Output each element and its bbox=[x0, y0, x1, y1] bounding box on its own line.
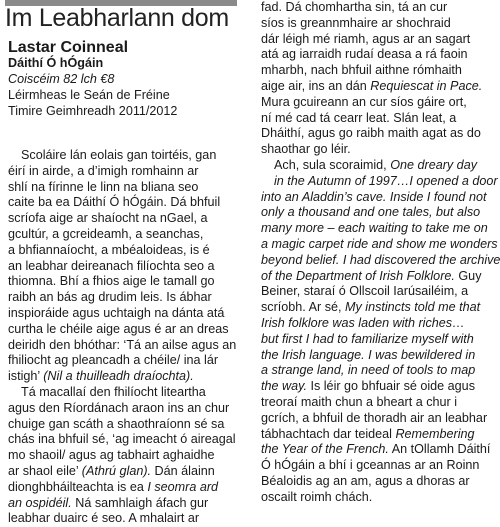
line-text: Ach, sula scoraimid, bbox=[274, 157, 391, 172]
line-text: an leabhar deireanach filíochta seo a bbox=[8, 258, 215, 273]
line-text: chás ina bhfuil sé, ‘ag imeacht ó aireagal bbox=[8, 432, 236, 447]
line-text: éirí in airde, a d’imigh romhainn ar bbox=[8, 163, 199, 178]
line-text: gcrích, a bhfuil de thoradh air an leabhar bbox=[261, 410, 488, 425]
text-line bbox=[8, 496, 243, 512]
text-line bbox=[261, 190, 496, 206]
line-text: shaothar go léir. bbox=[261, 142, 351, 157]
line-text: tábhachtach dar teideal bbox=[261, 426, 396, 441]
text-line bbox=[261, 490, 496, 506]
line-text: istigh’ bbox=[8, 369, 44, 384]
line-text: Ná samhlaigh áfach gur bbox=[71, 495, 209, 510]
text-line bbox=[8, 464, 243, 480]
line-text: atá ag iarraidh rudaí deasa a rá faoin bbox=[261, 47, 468, 62]
italic-text: Requiescat in Pace. bbox=[370, 78, 483, 93]
text-line bbox=[8, 306, 243, 322]
italic-text: a magic carpet ride and show me wonders bbox=[261, 236, 498, 251]
italic-text: the way. bbox=[261, 379, 307, 394]
text-line bbox=[261, 16, 496, 32]
italic-text: of the Department of Irish Folklore. bbox=[261, 268, 455, 283]
line-text: agus den Ríordánach araon ins an chur bbox=[8, 400, 230, 415]
review-text-right-column bbox=[261, 0, 500, 506]
italic-text: a strange land, in need of tools to map bbox=[261, 363, 476, 378]
text-line bbox=[261, 158, 496, 174]
text-line bbox=[261, 63, 496, 79]
text-line bbox=[261, 0, 496, 16]
text-line bbox=[8, 338, 243, 354]
text-line bbox=[261, 474, 496, 490]
line-text: thiomna. Bhí a fhios aige le tamall go bbox=[8, 274, 215, 289]
line-text: Dháithí, agus go raibh maith agat as do bbox=[261, 126, 481, 141]
text-line bbox=[8, 180, 243, 196]
italic-text: into an Aladdin’s cave. Inside I found not bbox=[261, 189, 487, 204]
text-line bbox=[261, 395, 496, 411]
text-line bbox=[261, 32, 496, 48]
text-line bbox=[8, 353, 243, 369]
text-line bbox=[8, 290, 243, 306]
text-line bbox=[8, 417, 243, 433]
text-line bbox=[8, 401, 243, 417]
line-text: chuige gan scáth a shaothraíonn sé sa bbox=[8, 416, 225, 431]
line-text: caite ba ea Dáithí Ó hÓgáin. Dá bhfuil bbox=[8, 195, 221, 210]
line-text: Tá macallaí den fhilíocht liteartha bbox=[21, 384, 206, 399]
line-text: Guy bbox=[454, 268, 482, 283]
text-line bbox=[8, 448, 243, 464]
line-text: Scoláire lán eolais gan toirtéis, gan bbox=[21, 148, 217, 162]
line-text: fhiliocht ag pleancadh a chéile/ ina lár bbox=[8, 353, 219, 368]
text-line bbox=[8, 274, 243, 290]
review-text-left-column bbox=[8, 148, 243, 527]
line-text: ar shaol eile’ bbox=[8, 463, 82, 478]
text-line bbox=[8, 164, 243, 180]
text-line bbox=[261, 300, 496, 316]
line-text: An tOllamh Dáithí bbox=[388, 442, 491, 457]
text-line bbox=[8, 511, 243, 527]
line-text: Ó hÓgáin a bhí i gceannas ar an Roinn bbox=[261, 458, 480, 473]
italic-text: but first I had to familiarize myself with bbox=[261, 331, 474, 346]
text-line bbox=[261, 237, 496, 253]
book-details bbox=[8, 39, 240, 119]
line-text: leabhar duairc é seo. A mhalairt ar bbox=[8, 511, 200, 526]
text-line bbox=[261, 316, 496, 332]
italic-text: beyond belief. I had discovered the archive bbox=[261, 252, 500, 267]
book-title: Lastar Coinneal bbox=[8, 39, 129, 56]
text-line bbox=[261, 269, 496, 285]
line-text: a bhfiannaíocht, a mbéaloideas, is é bbox=[8, 242, 210, 257]
italic-text: I seomra ard bbox=[147, 479, 219, 494]
publisher-line: Coiscéim 82 lch €8 bbox=[8, 72, 115, 86]
italic-text: in the Autumn of 1997…I opened a door bbox=[274, 173, 498, 188]
text-line bbox=[8, 385, 243, 401]
line-text: Mura gcuireann an cur síos gáire ort, bbox=[261, 94, 467, 109]
line-text: raibh an bás ag drudim leis. Is ábhar bbox=[8, 290, 212, 305]
text-line bbox=[261, 411, 496, 427]
line-text: Dán álainn bbox=[151, 463, 215, 478]
italic-text: Irish folklore was laden with riches… bbox=[261, 315, 465, 330]
text-line bbox=[8, 369, 243, 385]
text-line bbox=[8, 432, 243, 448]
text-line bbox=[261, 458, 496, 474]
italic-text: many more – each waiting to take me on bbox=[261, 221, 488, 236]
text-line bbox=[261, 284, 496, 300]
line-text: Béaloidis ag an am, agus a dhoras ar bbox=[261, 473, 470, 488]
text-line bbox=[261, 111, 496, 127]
line-text: scríobh. Ar sé, bbox=[261, 300, 345, 315]
line-text: treoraí maith chun a bheart a chur i bbox=[261, 394, 458, 409]
italic-text: an ospidéil. bbox=[8, 495, 72, 510]
line-text: dionghbháilteachta is ea bbox=[8, 479, 148, 494]
text-line bbox=[261, 79, 496, 95]
text-line bbox=[261, 379, 496, 395]
text-line bbox=[8, 211, 243, 227]
text-line bbox=[261, 205, 496, 221]
text-line bbox=[8, 195, 243, 211]
text-line bbox=[261, 348, 496, 364]
line-text: Beiner, staraí ó Ollscoil Iarúsailéim, a bbox=[261, 284, 469, 299]
line-text: mo shaoil/ agus ag tabhairt aghaidhe bbox=[8, 448, 215, 463]
text-line bbox=[261, 142, 496, 158]
text-line bbox=[8, 148, 243, 164]
column-title: Im Leabharlann dom bbox=[5, 4, 229, 32]
text-line bbox=[261, 47, 496, 63]
italic-text: One dreary day bbox=[390, 157, 477, 172]
text-line bbox=[261, 363, 496, 379]
italic-text: the Irish language. I was bewildered in bbox=[261, 347, 476, 362]
line-text: curtha le chéile aige agus é ar an dreas bbox=[8, 321, 229, 336]
line-text: mharbh, nach bhfuil aithne rómhaith bbox=[261, 63, 462, 78]
line-text: gcultúr, a gcreideamh, a seanchas, bbox=[8, 226, 204, 241]
text-line bbox=[261, 252, 500, 269]
italic-text: My instincts told me that bbox=[345, 300, 481, 315]
text-line bbox=[8, 259, 243, 275]
issue-line: Timire Geimhreadh 2011/2012 bbox=[8, 104, 178, 118]
text-line bbox=[261, 174, 496, 190]
text-line bbox=[261, 221, 496, 237]
line-text: deiridh den bhóthar: ‘Tá an ailse agus an bbox=[8, 337, 237, 352]
italic-text: the Year of the French. bbox=[261, 442, 389, 457]
line-text: fad. Dá chomhartha sin, tá an cur bbox=[261, 0, 448, 14]
italic-text: only a thousand and one tales, but also bbox=[261, 205, 481, 220]
line-text: Is léir go bhfuair sé oide agus bbox=[306, 379, 475, 394]
text-line bbox=[261, 442, 496, 458]
text-line bbox=[261, 427, 496, 443]
line-text: dár léigh mé riamh, agus ar an sagart bbox=[261, 31, 471, 46]
italic-text: (Athrú glan). bbox=[81, 463, 152, 478]
book-author: Dáithí Ó hÓgáin bbox=[8, 56, 104, 70]
text-line bbox=[8, 227, 243, 243]
line-text: síos is greannmhaire ar shochraid bbox=[261, 15, 451, 30]
text-line bbox=[261, 95, 496, 111]
line-text: ní mé cad tá cearr leat. Slán leat, a bbox=[261, 110, 457, 125]
line-text: shlí na fírinne le linn na bliana seo bbox=[8, 179, 199, 194]
text-line bbox=[261, 126, 496, 142]
line-text: scríofa aige ar shaíocht na nGael, a bbox=[8, 211, 208, 226]
line-text: aige air, ins an dán bbox=[261, 78, 371, 93]
italic-text: Remembering bbox=[395, 426, 475, 441]
text-line bbox=[261, 332, 496, 348]
reviewer-line: Léirmheas le Seán de Fréine bbox=[8, 88, 170, 102]
text-line bbox=[8, 480, 243, 496]
line-text: oscailt roimh chách. bbox=[261, 489, 373, 504]
italic-text: (Nil a thuilleadh draíochta). bbox=[43, 369, 194, 384]
line-text: inspioráide agus uchtaigh na dánta atá bbox=[8, 305, 225, 320]
text-line bbox=[8, 243, 243, 259]
text-line bbox=[8, 322, 243, 338]
